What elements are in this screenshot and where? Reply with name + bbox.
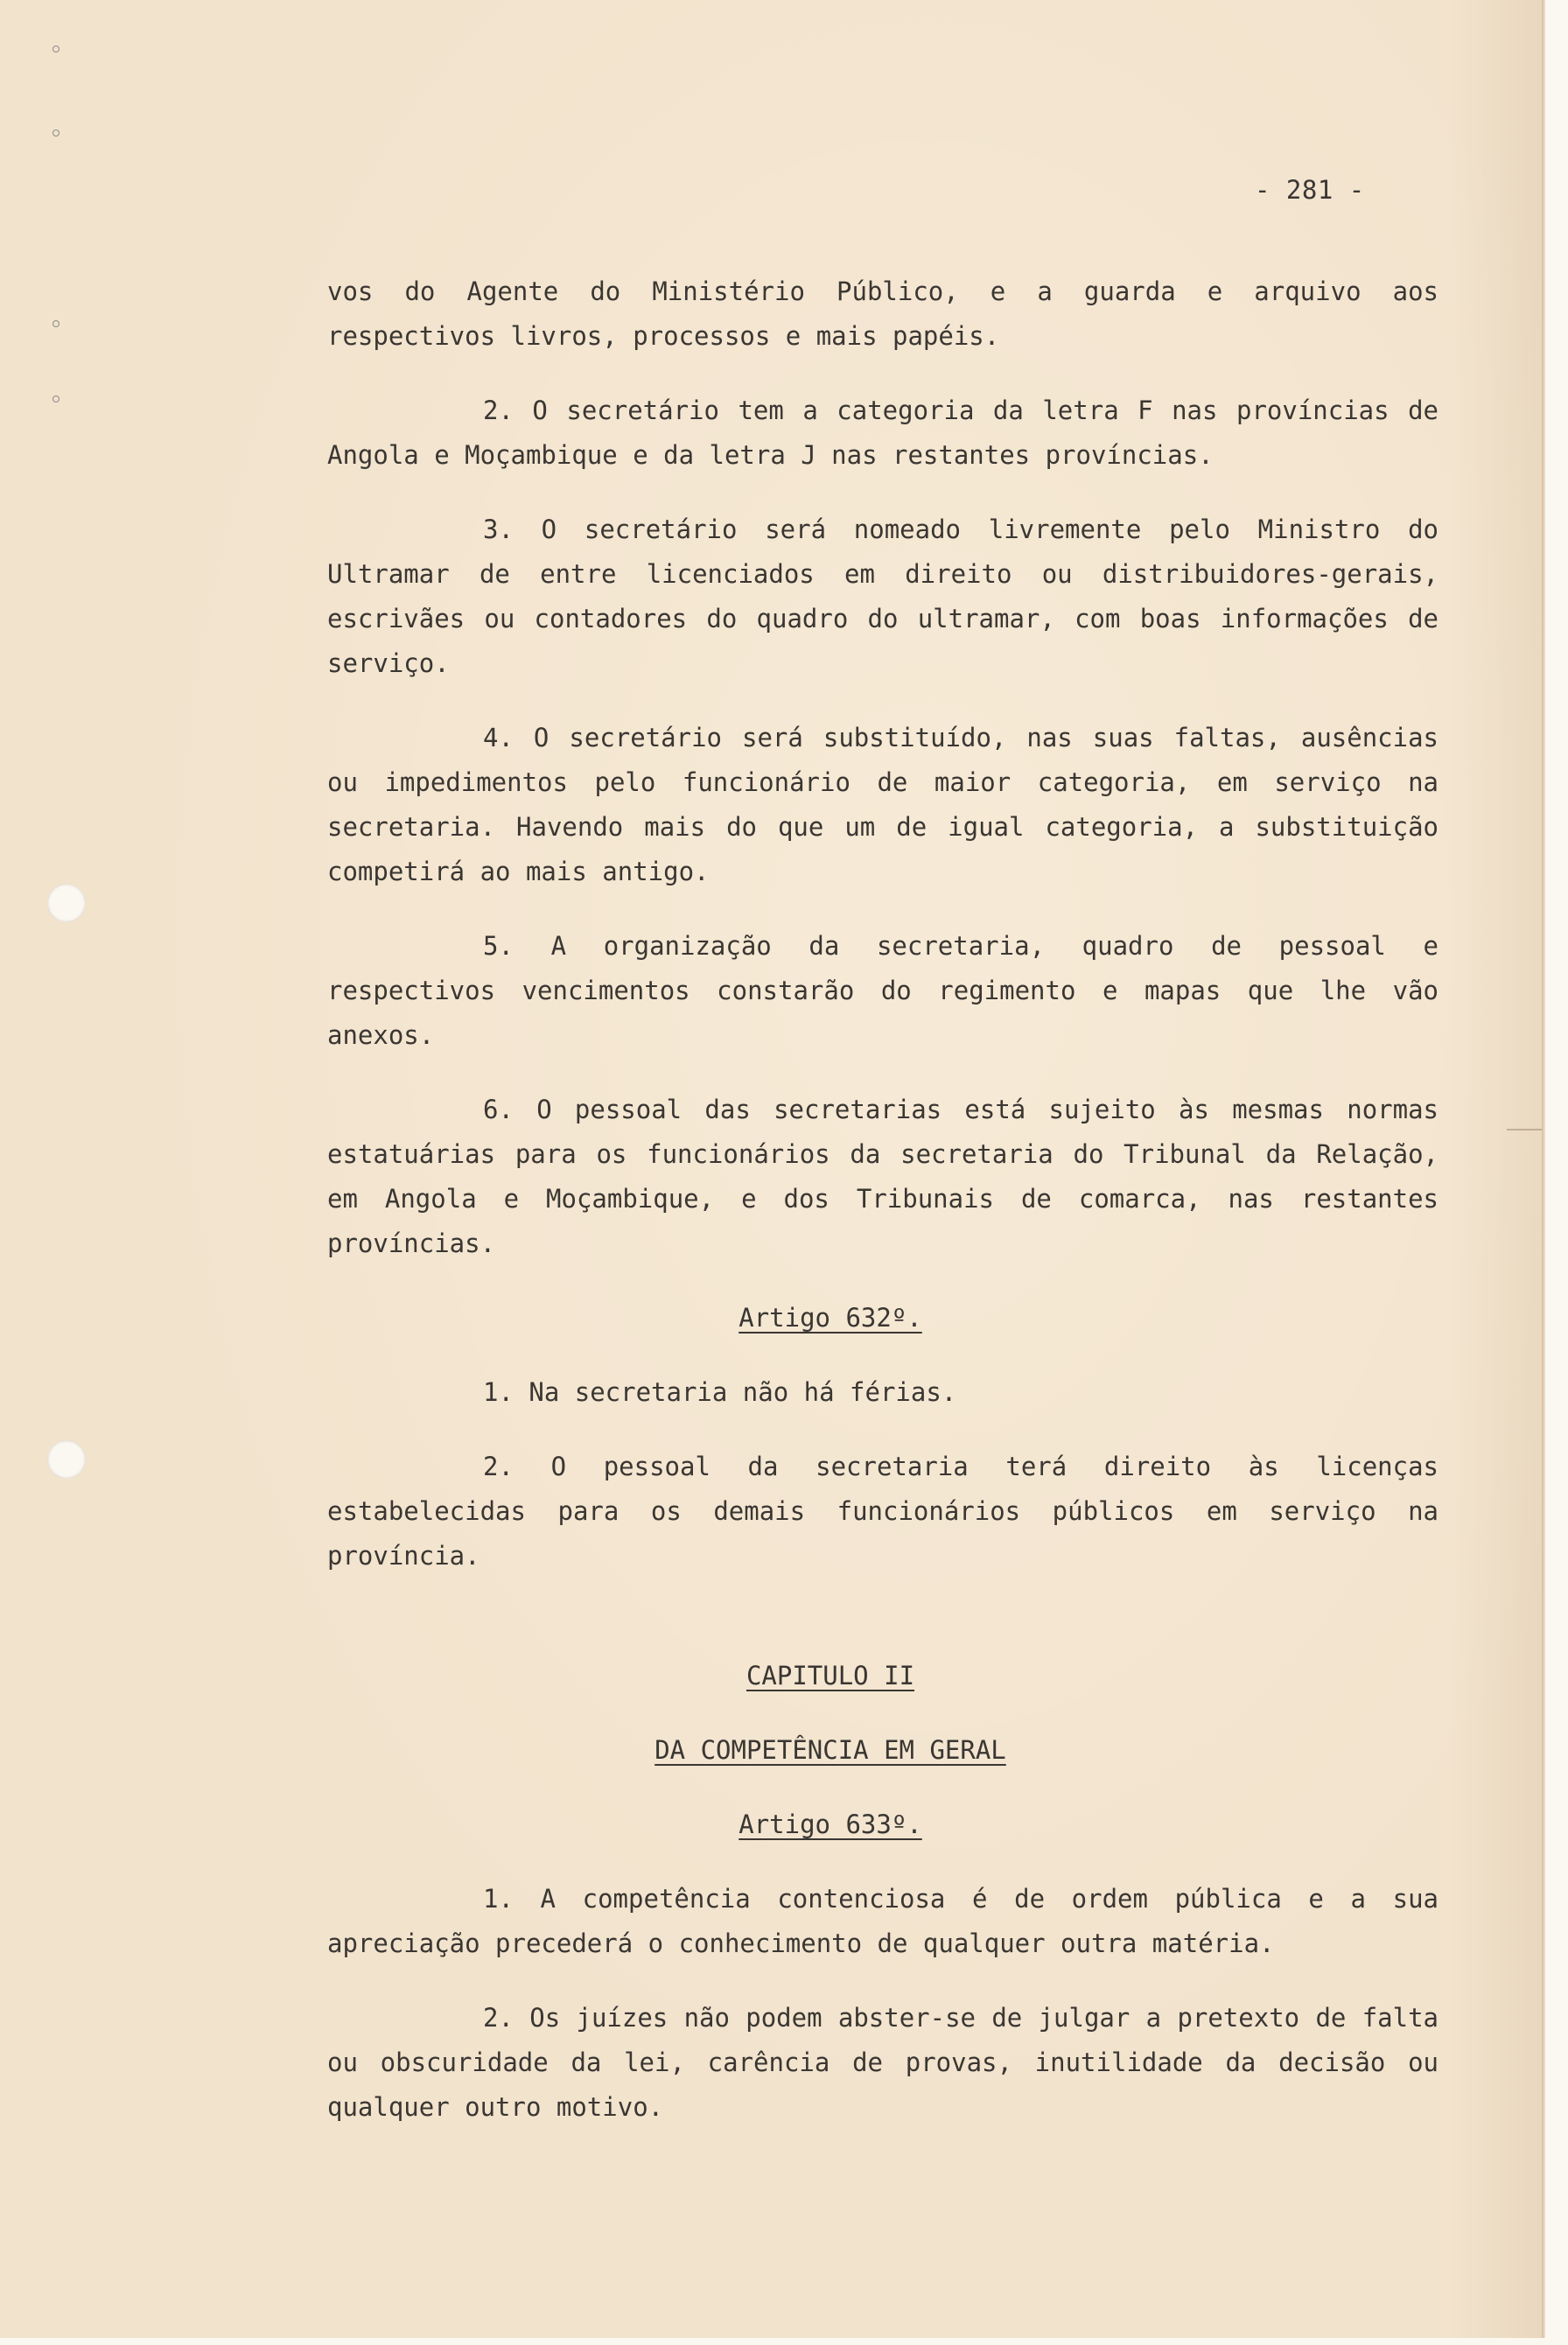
margin-mark: [52, 320, 60, 327]
numbered-paragraph: 1. A competência contenciosa é de ordem pública e a sua apreciação precederá o conhecimento de qualquer outra matéria.: [327, 1884, 1454, 1958]
chapter-heading: CAPITULO II: [746, 1661, 915, 1690]
punch-hole: [47, 1440, 86, 1479]
continuation-paragraph: vos do Agente do Ministério Público, e a guarda e arquivo aos respectivos livros, processos e mais papéis.: [327, 276, 1454, 351]
page-fold-mark: [1507, 1129, 1542, 1130]
chapter-title: DA COMPETÊNCIA EM GERAL: [654, 1735, 1006, 1765]
document-body: [327, 270, 1454, 2160]
numbered-paragraph: 6. O pessoal das secretarias está sujeito às mesmas normas estatuárias para os funcionários da secretaria do Tribunal da Relação, em Angola e Moçambique, e dos Tribunais de comarca, nas restantes províncias.: [327, 1095, 1454, 1258]
page-number: - 281 -: [1255, 175, 1365, 205]
article-heading: Artigo 632º.: [738, 1303, 922, 1333]
margin-mark: [52, 130, 60, 136]
numbered-paragraph: 2. O pessoal da secretaria terá direito às licenças estabelecidas para os demais funcionários públicos em serviço na província.: [327, 1452, 1454, 1571]
margin-mark: [52, 396, 60, 402]
spacer: [327, 1608, 1438, 1654]
punch-hole: [47, 884, 86, 922]
numbered-paragraph: 1. Na secretaria não há férias.: [483, 1377, 957, 1407]
numbered-paragraph: 4. O secretário será substituído, nas suas faltas, ausências ou impedimentos pelo funcionário de maior categoria, em serviço na secretaria. Havendo mais do que um de igual categoria, a substituição competirá ao mais antigo.: [327, 723, 1454, 886]
article-heading: Artigo 633º.: [738, 1810, 922, 1839]
numbered-paragraph: 5. A organização da secretaria, quadro de pessoal e respectivos vencimentos constarão do regimento e mapas que lhe vão anexos.: [327, 931, 1454, 1050]
margin-mark: [52, 46, 60, 52]
numbered-paragraph: 2. Os juízes não podem abster-se de julgar a pretexto de falta ou obscuridade da lei, carência de provas, inutilidade da decisão ou qualquer outro motivo.: [327, 2003, 1454, 2122]
numbered-paragraph: 2. O secretário tem a categoria da letra F nas províncias de Angola e Moçambique e da letra J nas restantes províncias.: [327, 396, 1454, 470]
numbered-paragraph: 3. O secretário será nomeado livremente pelo Ministro do Ultramar de entre licenciados em direito ou distribuidores-gerais, escrivães ou contadores do quadro do ultramar, com boas informações de serviço.: [327, 514, 1454, 678]
